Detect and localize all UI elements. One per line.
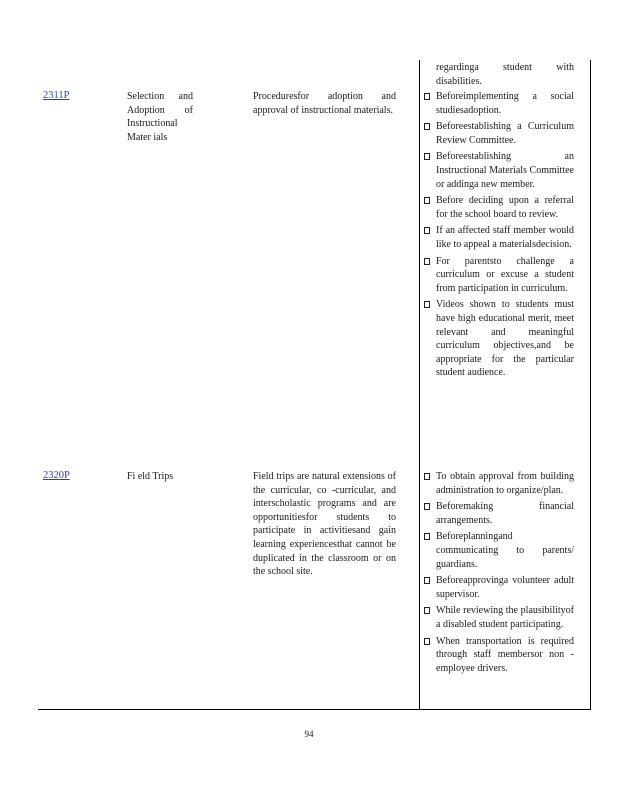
list-item: Beforeplanningand communicating to parents/ guardians. [422,530,574,571]
policy-description: Field trips are natural extensions of the curricular, co -curricular, and interscholastic programs and are opportunitiesfor students to participate in activitiesand gain learning experiencesthat cannot be duplicated in the classroom or on the school site. [253,471,396,578]
list-item: Beforemaking financial arrangements. [422,500,574,527]
list-item: Beforeestablishing an Instructional Materials Committee or addinga new member. [422,150,574,191]
table-divider-left [419,60,420,709]
list-item: Before deciding upon a referral for the school board to review. [422,194,574,221]
policy-title: Selection and Adoption of Instructional Mater ials [127,91,193,143]
list-item: When transportation is required through staff membersor non -employee drivers. [422,635,574,676]
checkbox-bullet-icon [424,258,430,265]
table-divider-right [590,60,591,709]
checkbox-bullet-icon [424,301,430,308]
list-item: Beforeapprovinga volunteer adult supervisor. [422,574,574,601]
list-item: To obtain approval from building administration to organize/plan. [422,470,574,497]
table-bottom-rule [38,709,591,710]
checkbox-bullet-icon [424,503,430,510]
list-item: Beforeimplementing a social studiesadoption. [422,90,574,117]
checkbox-bullet-icon [424,577,430,584]
checkbox-bullet-icon [424,607,430,614]
policy-code-link[interactable]: 2320P [43,470,70,481]
when-list [422,470,574,678]
continuation-text: regardinga student with disabilities. [436,62,574,87]
when-list [422,90,574,383]
checkbox-bullet-icon [424,123,430,130]
list-item: Beforeestablishing a Curriculum Review Committee. [422,120,574,147]
checkbox-bullet-icon [424,638,430,645]
list-item: Videos shown to students must have high educational merit, meet relevant and meaningful curriculum objectives,and be appropriate for the particular student audience. [422,298,574,380]
list-item: If an affected staff member would like to appeal a materialsdecision. [422,224,574,251]
checkbox-bullet-icon [424,153,430,160]
policy-title: Fi eld Trips [127,471,174,482]
checkbox-bullet-icon [424,473,430,480]
checkbox-bullet-icon [424,533,430,540]
list-item: For parentsto challenge a curriculum or excuse a student from participation in curriculum. [422,255,574,296]
page-number: 94 [304,729,314,739]
policy-code-link[interactable]: 2311P [43,90,70,101]
policy-description: Proceduresfor adoption and approval of instructional materials. [253,91,396,116]
checkbox-bullet-icon [424,93,430,100]
checkbox-bullet-icon [424,227,430,234]
checkbox-bullet-icon [424,197,430,204]
list-item: While reviewing the plausibilityof a disabled student participating. [422,604,574,631]
